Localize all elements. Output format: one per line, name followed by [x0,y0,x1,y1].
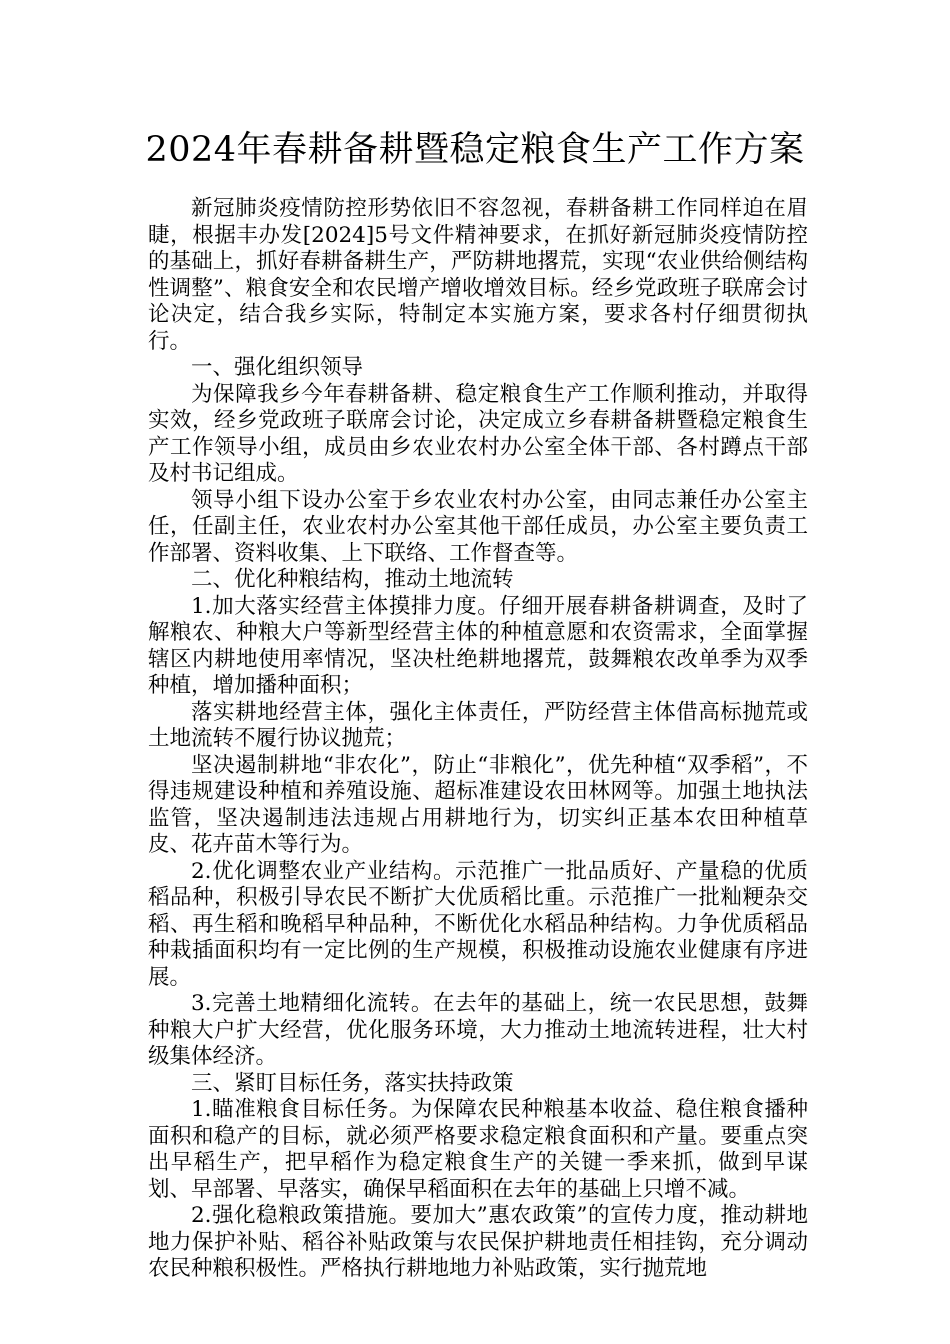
section-heading-3: 三、紧盯目标任务，落实扶持政策 [191,1070,514,1096]
body-paragraph: 为保障我乡今年春耕备耕、稳定粮食生产工作顺利推动，并取得实效，经乡党政班子联席会讨论，决定成立乡春耕备耕暨稳定粮食生产工作领导小组，成员由乡农业农村办公室全体干部、各村蹲点干部及村书记组成。 [148,381,808,486]
body-paragraph: 2.优化调整农业产业结构。示范推广一批品质好、产量稳的优质稻品种，积极引导农民不断扩大优质稻比重。示范推广一批籼粳杂交稻、再生稻和晚稻早种品种，不断优化水稻品种结构。力争优质稻品种栽插面积均有一定比例的生产规模，积极推动设施农业健康有序进展。 [148,858,808,990]
section-heading-2: 二、优化种粮结构，推动土地流转 [191,567,514,592]
body-paragraph: 3.完善土地精细化流转。在去年的基础上，统一农民思想，鼓舞种粮大户扩大经营，优化服务环境，大力推动土地流转进程，壮大村级集体经济。 [148,991,808,1069]
section-heading-1: 一、强化组织领导 [191,355,364,380]
body-paragraph: 2.强化稳粮政策措施。要加大”惠农政策”的宣传力度，推动耕地地力保护补贴、稻谷补贴政策与农民保护耕地责任相挂钩，充分调动农民种粮积极性。严格执行耕地地力补贴政策，实行抛荒地 [148,1203,808,1281]
body-paragraph: 领导小组下设办公室于乡农业农村办公室，由同志兼任办公室主任，任副主任，农业农村办公室其他干部任成员，办公室主要负责工作部署、资料收集、上下联络、工作督查等。 [148,487,808,566]
document-body [148,196,808,1283]
body-paragraph: 1.加大落实经营主体摸排力度。仔细开展春耕备耕调查，及时了解粮农、种粮大户等新型经营主体的种植意愿和农资需求，全面掌握辖区内耕地使用率情况，坚决杜绝耕地撂荒，鼓舞粮农改单季为双季种植，增加播种面积； [148,593,808,698]
intro-paragraph: 新冠肺炎疫情防控形势依旧不容忽视，春耕备耕工作同样迫在眉睫，根据丰办发[2024]5号文件精神要求，在抓好新冠肺炎疫情防控的基础上，抓好春耕备耕生产，严防耕地撂荒，实现“农业供给侧结构性调整”、粮食安全和农民增产增收增效目标。经乡党政班子联席会讨论决定，结合我乡实际，特制定本实施方案，要求各村仔细贯彻执行。 [148,196,808,354]
body-paragraph: 1.瞄准粮食目标任务。为保障农民种粮基本收益、稳住粮食播种面积和稳产的目标，就必须严格要求稳定粮食面积和产量。要重点突出早稻生产，把早稻作为稳定粮食生产的关键一季来抓，做到早谋划、早部署、早落实，确保早稻面积在去年的基础上只增不减。 [148,1097,808,1202]
body-paragraph: 落实耕地经营主体，强化主体责任，严防经营主体借高标抛荒或土地流转不履行协议抛荒； [148,699,808,751]
body-paragraph: 坚决遏制耕地“非农化”，防止“非粮化”，优先种植“双季稻”，不得违规建设种植和养殖设施、超标准建设农田林网等。加强土地执法监管，坚决遏制违法违规占用耕地行为，切实纠正基本农田种植草皮、花卉苗木等行为。 [148,752,808,857]
document-title: 2024年春耕备耕暨稳定粮食生产工作方案 [145,130,805,170]
